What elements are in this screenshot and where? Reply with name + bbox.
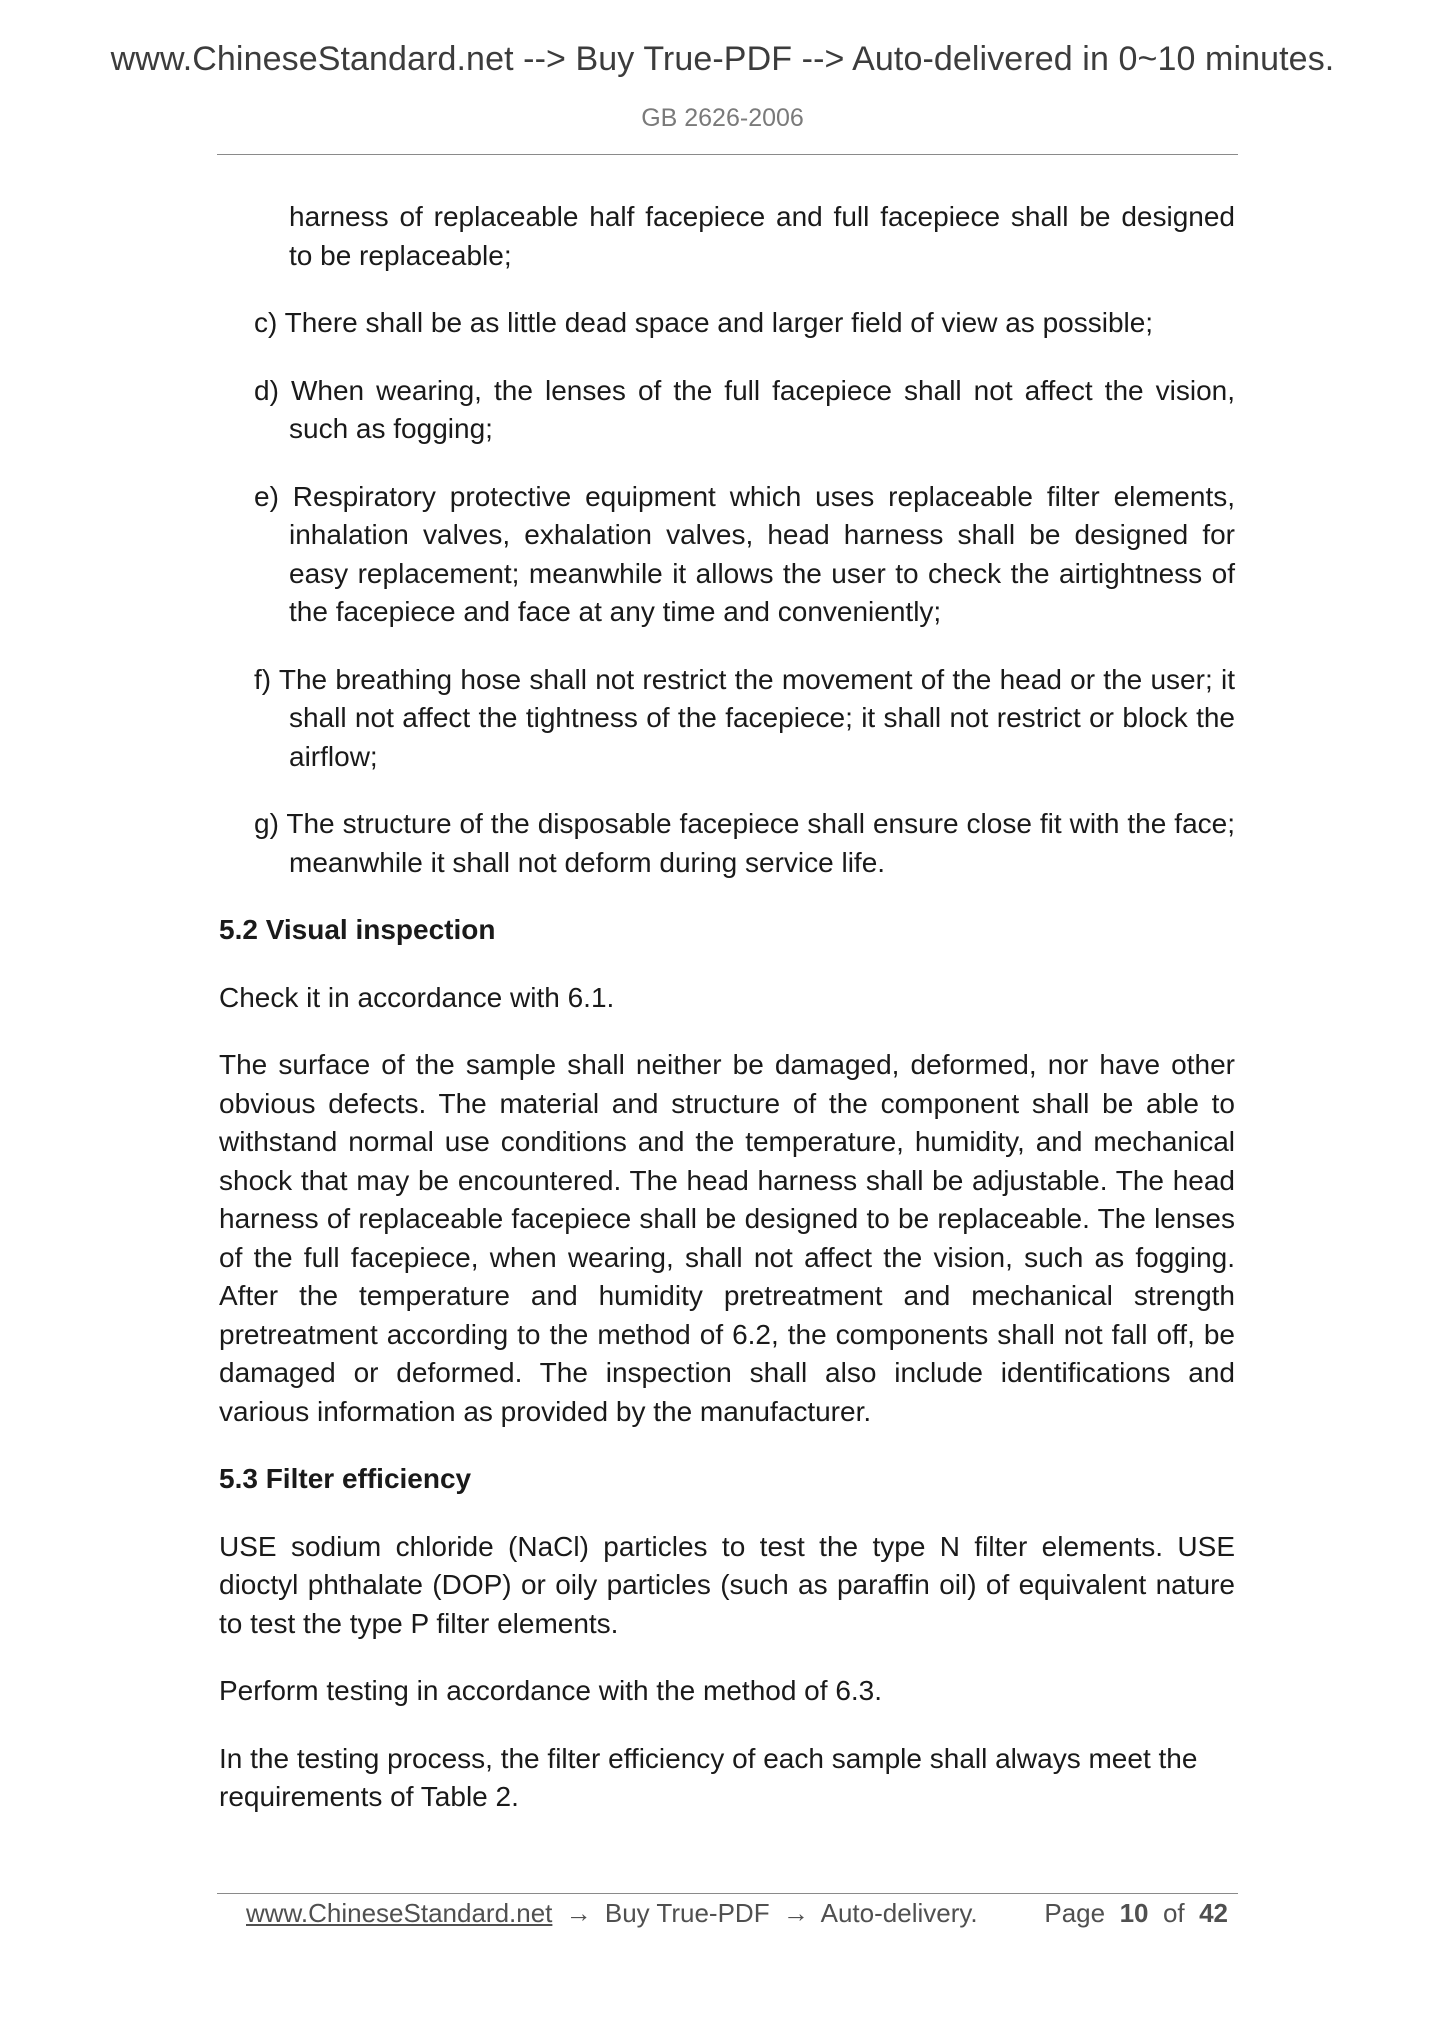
page-indicator <box>1044 1898 1228 1929</box>
section-5-3-paragraph-3: In the testing process, the filter efficiency of each sample shall always meet the requirements of Table 2. <box>219 1742 1198 1812</box>
page-number: 10 <box>1119 1898 1149 1928</box>
footer-delivery-text: Auto-delivery. <box>820 1898 978 1928</box>
section-5-3-paragraph-1: USE sodium chloride (NaCl) particles to test the type N filter elements. USE dioctyl phthalate (DOP) or oily particles (such as paraffin oil) of equivalent nature to test the type P filter elements. <box>219 1530 1235 1639</box>
page-footer <box>246 1898 1238 1929</box>
section-5-2-paragraph: The surface of the sample shall neither be damaged, deformed, nor have other obvious defects. The material and structure of the component shall be able to withstand normal use conditions and the temperature, humidity, and mechanical shock that may be encountered. The head harness shall be adjustable. The head harness of replaceable facepiece shall be designed to be replaceable. The lenses of the full facepiece, when wearing, shall not affect the vision, such as fogging. After the temperature and humidity pretreatment and mechanical strength pretreatment according to the method of 6.2, the components shall not fall off, be damaged or deformed. The inspection shall also include identifications and various information as provided by the manufacturer. <box>219 1049 1235 1427</box>
list-item-d: d) When wearing, the lenses of the full facepiece shall not affect the vision, such as fogging; <box>254 374 1235 444</box>
page-total: 42 <box>1199 1898 1228 1928</box>
footer-site-link[interactable]: www.ChineseStandard.net <box>246 1898 553 1928</box>
header-divider <box>217 154 1238 155</box>
top-banner: www.ChineseStandard.net --> Buy True-PDF --> Auto-delivered in 0~10 minutes. <box>110 40 1335 78</box>
list-item-f: f) The breathing hose shall not restrict the movement of the head or the user; it shall not affect the tightness of the facepiece; it shall not restrict or block the airflow; <box>254 663 1235 772</box>
arrow-right-icon: → <box>782 1898 809 1928</box>
section-5-2-check: Check it in accordance with 6.1. <box>219 981 615 1013</box>
of-word: of <box>1162 1898 1185 1928</box>
section-heading-5-2: 5.2 Visual inspection <box>219 914 496 945</box>
section-heading-5-3: 5.3 Filter efficiency <box>219 1463 472 1494</box>
footer-divider <box>217 1893 1238 1894</box>
section-5-3-paragraph-2: Perform testing in accordance with the method of 6.3. <box>219 1675 883 1706</box>
page-word: Page <box>1044 1898 1106 1928</box>
list-item-c: c) There shall be as little dead space and larger field of view as possible; <box>254 307 1154 338</box>
arrow-right-icon: → <box>565 1898 592 1928</box>
list-item-continuation: harness of replaceable half facepiece and full facepiece shall be designed to be replaceable; <box>289 201 1235 271</box>
footer-buy-text: Buy True-PDF <box>604 1898 770 1928</box>
list-item-g: g) The structure of the disposable facepiece shall ensure close fit with the face; meanwhile it shall not deform during service life. <box>254 808 1235 878</box>
list-item-e: e) Respiratory protective equipment which uses replaceable filter elements, inhalation valves, exhalation valves, head harness shall be designed for easy replacement; meanwhile it allows the user to check the airtightness of the facepiece and face at any time and conveniently; <box>254 480 1235 627</box>
document-body <box>219 198 1235 1846</box>
standard-code: GB 2626-2006 <box>641 104 804 132</box>
